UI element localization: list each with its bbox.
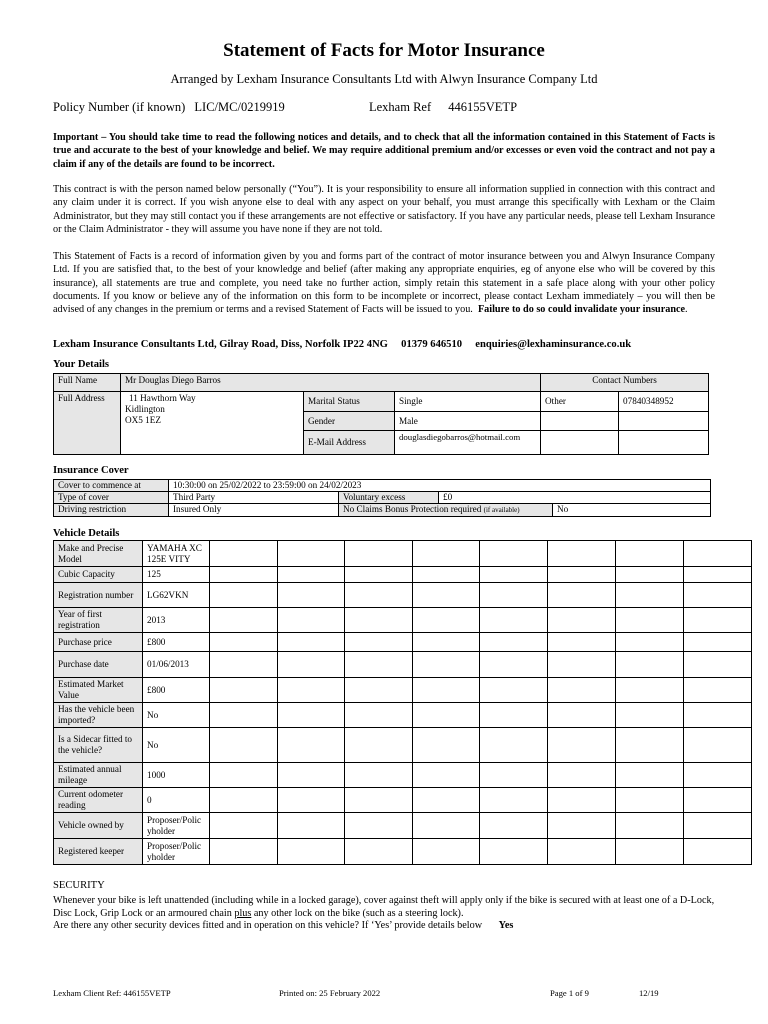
ncb-label-text: No Claims Bonus Protection required bbox=[343, 504, 482, 514]
vehicle-row bbox=[54, 813, 752, 839]
vehicle-empty-cell bbox=[210, 633, 278, 652]
address-line-3: OX5 1EZ bbox=[125, 415, 161, 425]
vehicle-empty-cell bbox=[548, 633, 616, 652]
vehicle-field-label: Is a Sidecar fitted to the vehicle? bbox=[54, 728, 143, 763]
your-details-heading: Your Details bbox=[53, 359, 110, 370]
vehicle-row bbox=[54, 788, 752, 813]
vehicle-empty-cell bbox=[413, 608, 480, 633]
security-text bbox=[53, 894, 723, 921]
contract-paragraph: This contract is with the person named below personally (“You”). It is your responsibility to ensure all information supplied in connection with this contract and any claim under it is correct. If you wish anyone else to deal with any aspect on your behalf, you must arrange this specifically with Lexham or the Claim Administrator, but they may still contact you if these arrangements are not effective or satisfactory. If you have any particular needs, please tell Lexham Insurance or the Claim Administrator - they will assume you have none if they are not told. bbox=[53, 184, 715, 235]
vehicle-field-label: Has the vehicle been imported? bbox=[54, 703, 143, 728]
vehicle-empty-cell bbox=[548, 541, 616, 567]
marital-status: Single bbox=[395, 392, 541, 412]
full-name-label: Full Name bbox=[54, 374, 121, 392]
vehicle-empty-cell bbox=[616, 839, 684, 865]
vehicle-empty-cell bbox=[684, 541, 752, 567]
vehicle-empty-cell bbox=[616, 652, 684, 678]
contact-empty-2 bbox=[619, 412, 709, 431]
document-subtitle: Arranged by Lexham Insurance Consultants Ltd with Alwyn Insurance Company Ltd bbox=[170, 72, 598, 86]
vehicle-field-label: Year of first registration bbox=[54, 608, 143, 633]
vehicle-empty-cell bbox=[345, 652, 413, 678]
vehicle-empty-cell bbox=[480, 763, 548, 788]
vehicle-empty-cell bbox=[413, 813, 480, 839]
vehicle-field-label: Cubic Capacity bbox=[54, 567, 143, 583]
vehicle-empty-cell bbox=[278, 763, 345, 788]
vehicle-empty-cell bbox=[413, 839, 480, 865]
vehicle-empty-cell bbox=[548, 703, 616, 728]
vehicle-row bbox=[54, 541, 752, 567]
vehicle-field-value: £800 bbox=[143, 678, 210, 703]
vehicle-empty-cell bbox=[345, 567, 413, 583]
statement-end: . bbox=[685, 304, 688, 316]
vehicle-empty-cell bbox=[413, 678, 480, 703]
vehicle-empty-cell bbox=[616, 788, 684, 813]
lexham-ref-value: 446155VETP bbox=[448, 100, 518, 114]
footer-version: 12/19 bbox=[639, 988, 659, 998]
vehicle-empty-cell bbox=[210, 541, 278, 567]
vehicle-row bbox=[54, 608, 752, 633]
vehicle-details-table bbox=[53, 540, 752, 865]
vehicle-empty-cell bbox=[278, 633, 345, 652]
vehicle-field-label: Vehicle owned by bbox=[54, 813, 143, 839]
vehicle-empty-cell bbox=[548, 839, 616, 865]
vehicle-empty-cell bbox=[278, 813, 345, 839]
lexham-ref-label: Lexham Ref bbox=[369, 100, 432, 114]
vehicle-empty-cell bbox=[413, 703, 480, 728]
address-line-1: 11 Hawthorn Way bbox=[129, 393, 196, 403]
vehicle-empty-cell bbox=[345, 788, 413, 813]
vehicle-empty-cell bbox=[548, 788, 616, 813]
vehicle-empty-cell bbox=[278, 541, 345, 567]
vehicle-empty-cell bbox=[684, 813, 752, 839]
document-title: Statement of Facts for Motor Insurance bbox=[223, 40, 545, 61]
vehicle-details-heading: Vehicle Details bbox=[53, 528, 120, 539]
full-address bbox=[121, 392, 304, 455]
vehicle-empty-cell bbox=[345, 703, 413, 728]
vehicle-empty-cell bbox=[548, 813, 616, 839]
vehicle-empty-cell bbox=[684, 678, 752, 703]
vehicle-empty-cell bbox=[480, 608, 548, 633]
contact-empty-1 bbox=[541, 412, 619, 431]
vehicle-empty-cell bbox=[210, 703, 278, 728]
vehicle-field-label: Estimated Market Value bbox=[54, 678, 143, 703]
vehicle-empty-cell bbox=[210, 608, 278, 633]
commence-value: 10:30:00 on 25/02/2022 to 23:59:00 on 24/02/2023 bbox=[169, 480, 711, 492]
vehicle-field-label: Current odometer reading bbox=[54, 788, 143, 813]
vehicle-field-value: 125 bbox=[143, 567, 210, 583]
vehicle-row bbox=[54, 652, 752, 678]
vehicle-empty-cell bbox=[480, 728, 548, 763]
lexham-contact-line: Lexham Insurance Consultants Ltd, Gilray Road, Diss, Norfolk IP22 4NG 01379 646510 enquiries@lexhaminsurance.co.uk bbox=[53, 339, 632, 350]
vehicle-empty-cell bbox=[684, 567, 752, 583]
vehicle-empty-cell bbox=[278, 608, 345, 633]
vehicle-empty-cell bbox=[616, 763, 684, 788]
insurance-cover-table bbox=[53, 479, 711, 517]
vehicle-empty-cell bbox=[684, 652, 752, 678]
vehicle-field-label: Purchase price bbox=[54, 633, 143, 652]
security-heading: SECURITY bbox=[53, 880, 105, 891]
full-name: Mr Douglas Diego Barros bbox=[121, 374, 541, 392]
address-line-2: Kidlington bbox=[125, 404, 165, 414]
vehicle-empty-cell bbox=[278, 583, 345, 608]
vehicle-row bbox=[54, 763, 752, 788]
vehicle-row bbox=[54, 839, 752, 865]
vehicle-row bbox=[54, 633, 752, 652]
vehicle-field-value: 2013 bbox=[143, 608, 210, 633]
vehicle-row bbox=[54, 583, 752, 608]
vehicle-field-label: Purchase date bbox=[54, 652, 143, 678]
vehicle-field-value: 01/06/2013 bbox=[143, 652, 210, 678]
lexham-ref bbox=[369, 100, 517, 115]
security-text-a: Whenever your bike is left unattended (including while in a locked garage), cover against theft will apply only if the bike is secured with at least one of a D-Lock, Disc Lock, Grip Lock or an armoured chain bbox=[53, 895, 715, 920]
excess-label: Voluntary excess bbox=[339, 492, 439, 504]
vehicle-field-value: YAMAHA XC125E VITY bbox=[143, 541, 210, 567]
vehicle-empty-cell bbox=[480, 567, 548, 583]
vehicle-empty-cell bbox=[210, 813, 278, 839]
vehicle-empty-cell bbox=[616, 703, 684, 728]
vehicle-empty-cell bbox=[345, 608, 413, 633]
vehicle-empty-cell bbox=[684, 703, 752, 728]
vehicle-field-value: Proposer/Policyholder bbox=[143, 839, 210, 865]
vehicle-empty-cell bbox=[616, 567, 684, 583]
vehicle-empty-cell bbox=[278, 788, 345, 813]
vehicle-empty-cell bbox=[413, 633, 480, 652]
vehicle-field-label: Estimated annual mileage bbox=[54, 763, 143, 788]
vehicle-field-value: Proposer/Policyholder bbox=[143, 813, 210, 839]
vehicle-empty-cell bbox=[210, 583, 278, 608]
vehicle-empty-cell bbox=[616, 633, 684, 652]
vehicle-field-value: 1000 bbox=[143, 763, 210, 788]
contact-numbers-label: Contact Numbers bbox=[541, 374, 709, 392]
contact-empty-3 bbox=[541, 431, 619, 455]
ncb-label bbox=[339, 504, 553, 517]
vehicle-empty-cell bbox=[616, 813, 684, 839]
vehicle-empty-cell bbox=[548, 763, 616, 788]
vehicle-empty-cell bbox=[480, 583, 548, 608]
vehicle-empty-cell bbox=[345, 839, 413, 865]
vehicle-empty-cell bbox=[210, 567, 278, 583]
statement-paragraph-text: This Statement of Facts is a record of information given by you and forms part of the contract of motor insurance between you and Alwyn Insurance Company Ltd. If you are satisfied that, to the best of your knowledge and belief (after making any appropriate enquiries, eg of anyone else who will be covered by this insurance), all statements are true and complete, you need take no further action, simply retain this statement in a safe place along with your other policy documents. If you know or believe any of the information on this form to be incomplete or incorrect, please contact Lexham immediately – you will then be advised of any changes in the premium or terms and a revised Statement of Facts will be issued to you. bbox=[53, 251, 715, 316]
policy-number-label: Policy Number (if known) bbox=[53, 100, 186, 114]
vehicle-empty-cell bbox=[345, 813, 413, 839]
insurance-cover-heading: Insurance Cover bbox=[53, 465, 129, 476]
vehicle-empty-cell bbox=[210, 728, 278, 763]
footer-page-number: Page 1 of 9 bbox=[550, 988, 589, 998]
vehicle-empty-cell bbox=[480, 703, 548, 728]
vehicle-empty-cell bbox=[548, 678, 616, 703]
contact-empty-4 bbox=[619, 431, 709, 455]
vehicle-empty-cell bbox=[278, 839, 345, 865]
vehicle-empty-cell bbox=[684, 633, 752, 652]
vehicle-empty-cell bbox=[345, 763, 413, 788]
vehicle-empty-cell bbox=[684, 608, 752, 633]
vehicle-field-label: Registered keeper bbox=[54, 839, 143, 865]
vehicle-empty-cell bbox=[684, 839, 752, 865]
vehicle-empty-cell bbox=[278, 678, 345, 703]
vehicle-empty-cell bbox=[548, 728, 616, 763]
vehicle-empty-cell bbox=[480, 541, 548, 567]
other-number-label: Other bbox=[541, 392, 619, 412]
vehicle-empty-cell bbox=[480, 788, 548, 813]
vehicle-empty-cell bbox=[684, 583, 752, 608]
vehicle-empty-cell bbox=[480, 652, 548, 678]
email-label: E-Mail Address bbox=[304, 431, 395, 455]
cover-type-label: Type of cover bbox=[54, 492, 169, 504]
vehicle-field-value: No bbox=[143, 728, 210, 763]
vehicle-empty-cell bbox=[548, 583, 616, 608]
vehicle-field-value: £800 bbox=[143, 633, 210, 652]
ncb-note: (if available) bbox=[483, 506, 520, 514]
vehicle-empty-cell bbox=[210, 763, 278, 788]
cover-type: Third Party bbox=[169, 492, 339, 504]
vehicle-field-value: 0 bbox=[143, 788, 210, 813]
vehicle-row bbox=[54, 728, 752, 763]
marital-status-label: Marital Status bbox=[304, 392, 395, 412]
vehicle-empty-cell bbox=[210, 652, 278, 678]
vehicle-empty-cell bbox=[413, 728, 480, 763]
vehicle-empty-cell bbox=[210, 788, 278, 813]
vehicle-field-label: Registration number bbox=[54, 583, 143, 608]
policy-number: LIC/MC/0219919 bbox=[194, 100, 285, 114]
email-address: douglasdiegobarros@hotmail.com bbox=[395, 431, 541, 455]
statement-warning: Failure to do so could invalidate your insurance bbox=[477, 304, 686, 316]
vehicle-empty-cell bbox=[413, 763, 480, 788]
policy-row bbox=[53, 100, 285, 115]
security-question-row bbox=[53, 920, 513, 931]
vehicle-empty-cell bbox=[413, 567, 480, 583]
vehicle-empty-cell bbox=[480, 678, 548, 703]
vehicle-empty-cell bbox=[278, 652, 345, 678]
vehicle-empty-cell bbox=[345, 728, 413, 763]
excess-value: £0 bbox=[439, 492, 711, 504]
footer-client-ref: Lexham Client Ref: 446155VETP bbox=[53, 988, 171, 998]
vehicle-empty-cell bbox=[278, 567, 345, 583]
security-answer: Yes bbox=[498, 920, 514, 931]
security-question: Are there any other security devices fitted and in operation on this vehicle? If ‘Yes’ provide details below bbox=[53, 920, 483, 931]
security-text-b: any other lock on the bike (such as a steering lock). bbox=[251, 908, 464, 920]
vehicle-empty-cell bbox=[345, 541, 413, 567]
full-address-label: Full Address bbox=[54, 392, 121, 455]
vehicle-empty-cell bbox=[480, 813, 548, 839]
vehicle-empty-cell bbox=[345, 583, 413, 608]
restriction-label: Driving restriction bbox=[54, 504, 169, 517]
vehicle-empty-cell bbox=[616, 608, 684, 633]
vehicle-field-label: Make and Precise Model bbox=[54, 541, 143, 567]
vehicle-row bbox=[54, 703, 752, 728]
vehicle-empty-cell bbox=[480, 633, 548, 652]
vehicle-field-value: LG62VKN bbox=[143, 583, 210, 608]
vehicle-empty-cell bbox=[413, 788, 480, 813]
other-number: 07840348952 bbox=[619, 392, 709, 412]
commence-label: Cover to commence at bbox=[54, 480, 169, 492]
vehicle-empty-cell bbox=[548, 652, 616, 678]
vehicle-empty-cell bbox=[616, 728, 684, 763]
ncb-value: No bbox=[553, 504, 711, 517]
security-plus: plus bbox=[234, 908, 252, 920]
restriction-value: Insured Only bbox=[169, 504, 339, 517]
vehicle-empty-cell bbox=[345, 678, 413, 703]
vehicle-empty-cell bbox=[684, 788, 752, 813]
vehicle-empty-cell bbox=[413, 541, 480, 567]
important-notice: Important – You should take time to read the following notices and details, and to check that all the information contained in this Statement of Facts is true and accurate to the best of your knowledge and belief. We may require additional premium and/or excesses or even void the contract and not pay a claim if any of the details are found to be incorrect. bbox=[53, 132, 715, 170]
your-details-table bbox=[53, 373, 709, 455]
vehicle-empty-cell bbox=[278, 728, 345, 763]
vehicle-empty-cell bbox=[684, 763, 752, 788]
vehicle-empty-cell bbox=[616, 541, 684, 567]
vehicle-empty-cell bbox=[210, 839, 278, 865]
vehicle-empty-cell bbox=[616, 678, 684, 703]
vehicle-empty-cell bbox=[616, 583, 684, 608]
vehicle-empty-cell bbox=[210, 678, 278, 703]
vehicle-row bbox=[54, 567, 752, 583]
vehicle-empty-cell bbox=[345, 633, 413, 652]
vehicle-empty-cell bbox=[548, 567, 616, 583]
gender: Male bbox=[395, 412, 541, 431]
vehicle-field-value: No bbox=[143, 703, 210, 728]
vehicle-empty-cell bbox=[548, 608, 616, 633]
vehicle-row bbox=[54, 678, 752, 703]
vehicle-empty-cell bbox=[480, 839, 548, 865]
vehicle-empty-cell bbox=[413, 652, 480, 678]
vehicle-empty-cell bbox=[413, 583, 480, 608]
footer-printed-date: Printed on: 25 February 2022 bbox=[279, 988, 381, 998]
vehicle-empty-cell bbox=[684, 728, 752, 763]
vehicle-empty-cell bbox=[278, 703, 345, 728]
statement-paragraph bbox=[53, 250, 715, 316]
gender-label: Gender bbox=[304, 412, 395, 431]
